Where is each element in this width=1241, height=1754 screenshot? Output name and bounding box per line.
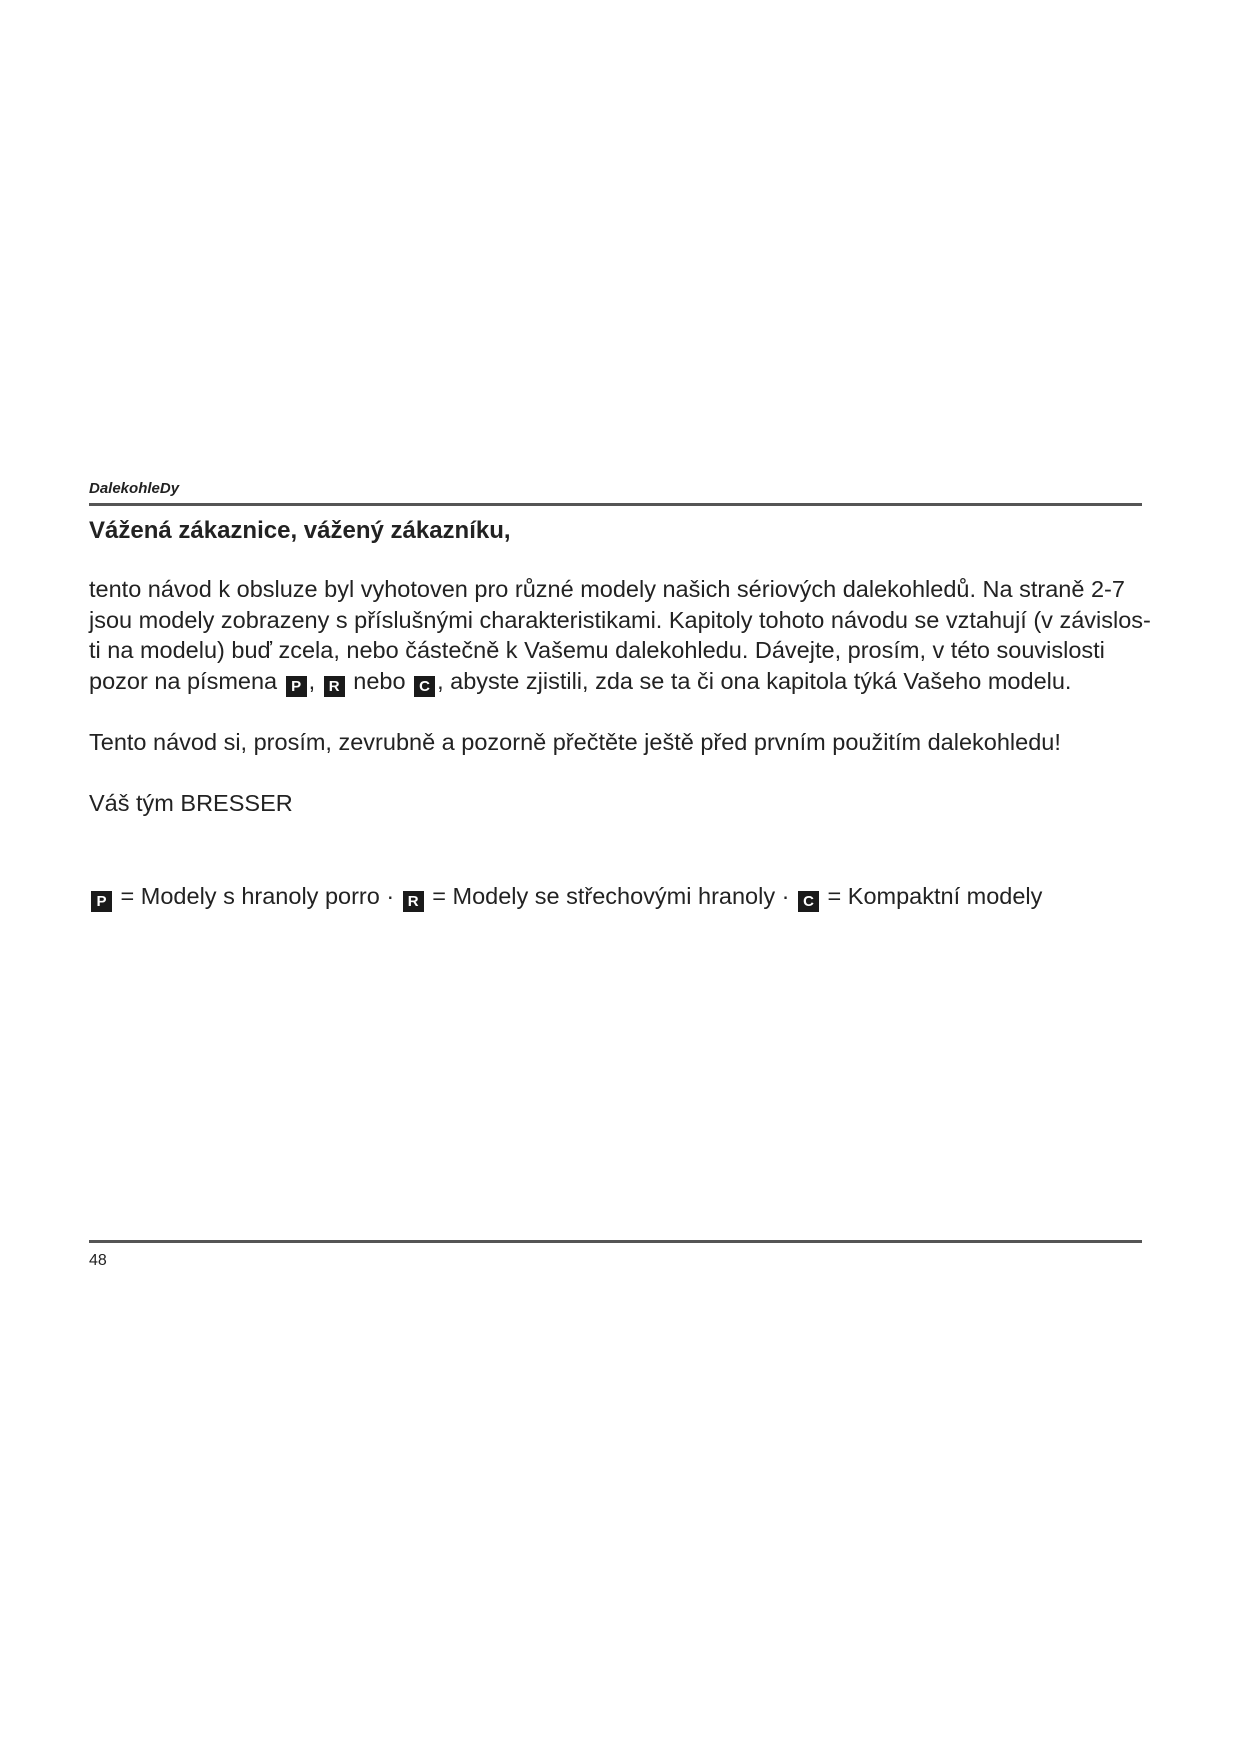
intro-line-1: tento návod k obsluze byl vyhotoven pro různé modely našich sériových dalekohledů. Na straně 2-7 (89, 576, 1125, 602)
legend-r-badge: R (403, 891, 424, 912)
intro-paragraph (89, 574, 1149, 697)
header-rule (89, 503, 1142, 506)
page-title: Vážená zákaznice, vážený zákazníku, (89, 517, 511, 544)
legend-r-text: = Modely se střechovými hranoly · (432, 883, 790, 909)
signature: Váš tým BRESSER (89, 790, 293, 816)
legend-p-text: = Modely s hranoly porro · (120, 883, 395, 909)
section-label: DalekohleDy (89, 480, 180, 497)
letter-r-badge: R (324, 676, 345, 697)
letter-p-badge: P (286, 676, 307, 697)
letter-c-badge: C (414, 676, 435, 697)
page-number: 48 (89, 1252, 107, 1269)
read-notice: Tento návod si, prosím, zevrubně a pozorně přečtěte ještě před prvním použitím dalekohledu! (89, 729, 1061, 755)
intro-line-4-suffix: , abyste zjistili, zda se ta či ona kapitola týká Vašeho modelu. (437, 667, 1072, 694)
intro-line-4-prefix: pozor na písmena (89, 667, 278, 694)
model-legend (89, 883, 1042, 912)
legend-p-badge: P (91, 891, 112, 912)
legend-c-badge: C (798, 891, 819, 912)
intro-line-4-comma: , (308, 667, 316, 694)
intro-line-3: ti na modelu) buď zcela, nebo částečně k Vašemu dalekohledu. Dávejte, prosím, v této souvislosti (89, 637, 1105, 663)
intro-line-4 (89, 666, 1149, 697)
intro-line-4-nebo: nebo (353, 667, 406, 694)
legend-c-text: = Kompaktní modely (827, 883, 1043, 909)
footer-rule (89, 1240, 1142, 1243)
intro-line-2: jsou modely zobrazeny s příslušnými charakteristikami. Kapitoly tohoto návodu se vztahují (v závislos- (89, 606, 1151, 633)
